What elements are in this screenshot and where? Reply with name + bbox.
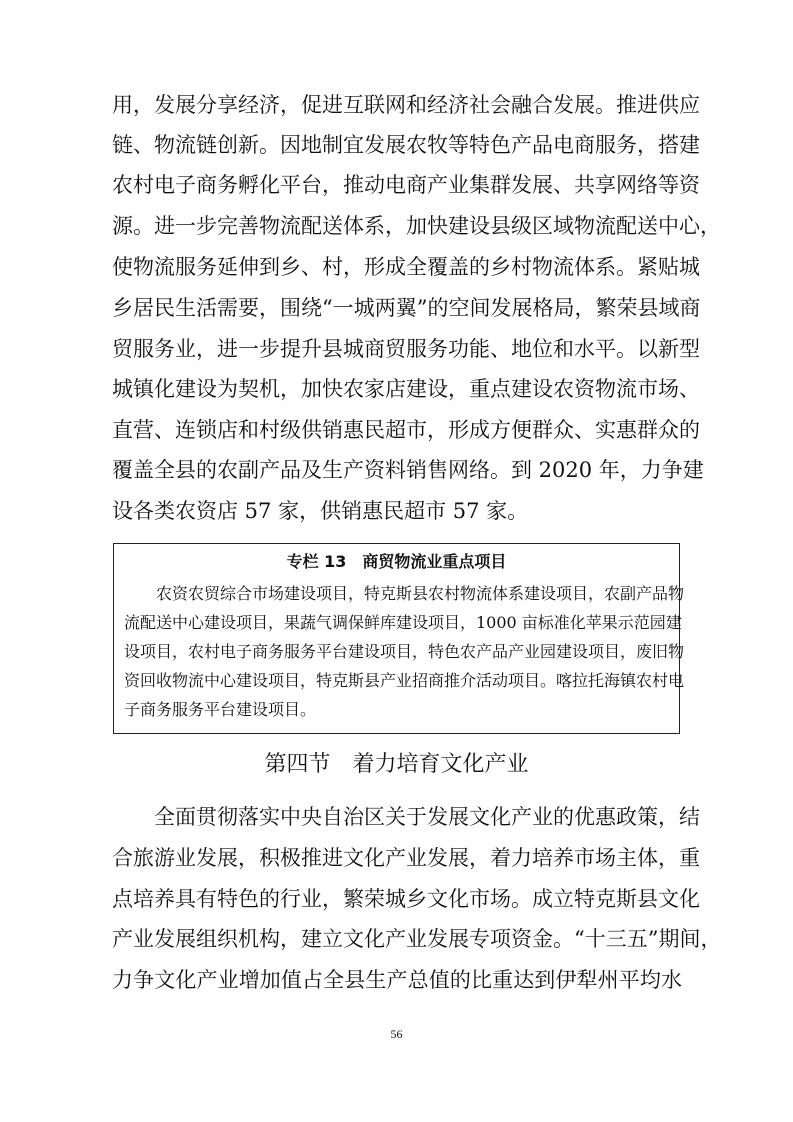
paragraph-line: 链、物流链创新。因地制宜发展农牧等特色产品电商服务，搭建 <box>112 133 700 157</box>
column-box-line: 资回收物流中心建设项目，特克斯县产业招商推介活动项目。喀拉托海镇农村电 <box>124 671 685 690</box>
column-box <box>113 543 685 734</box>
paragraph-line: 源。进一步完善物流配送体系，加快建设县级区域物流配送中心， <box>112 214 721 238</box>
paragraph-line: 农村电子商务孵化平台，推动电商产业集群发展、共享网络等资 <box>112 173 700 197</box>
paragraph-line: 全面贯彻落实中央自治区关于发展文化产业的优惠政策，结 <box>154 805 700 829</box>
page-number: 56 <box>390 1027 403 1041</box>
section-heading: 第四节 着力培育文化产业 <box>264 752 529 777</box>
paragraph-line: 乡居民生活需要，围绕“一城两翼”的空间发展格局，繁荣县域商 <box>112 296 701 320</box>
paragraph-line: 使物流服务延伸到乡、村，形成全覆盖的乡村物流体系。紧贴城 <box>112 255 700 279</box>
paragraph-line: 贸服务业，进一步提升县城商贸服务功能、地位和水平。以新型 <box>112 337 700 361</box>
column-box-line: 设项目，农村电子商务服务平台建设项目，特色农产品产业园建设项目，废旧物 <box>124 642 685 661</box>
paragraph-line: 城镇化建设为契机，加快农家店建设，重点建设农资物流市场、 <box>112 377 700 401</box>
paragraph-line: 点培养具有特色的行业，繁荣城乡文化市场。成立特克斯县文化 <box>112 887 700 911</box>
paragraph-line: 直营、连锁店和村级供销惠民超市，形成方便群众、实惠群众的 <box>112 418 700 442</box>
column-box-line: 农资农贸综合市场建设项目，特克斯县农村物流体系建设项目，农副产品物 <box>156 584 685 603</box>
paragraph-line: 覆盖全县的农副产品及生产资料销售网络。到 2020 年，力争建 <box>112 458 704 482</box>
paragraph-line: 设各类农资店 57 家，供销惠民超市 57 家。 <box>112 499 529 523</box>
column-box-title: 专栏 13 商贸物流业重点项目 <box>286 552 507 571</box>
column-box-line: 流配送中心建设项目，果蔬气调保鲜库建设项目，1000 亩标准化苹果示范园建 <box>124 613 682 632</box>
paragraph-line: 合旅游业发展，积极推进文化产业发展，着力培养市场主体，重 <box>112 846 700 870</box>
paragraph-line: 力争文化产业增加值占全县生产总值的比重达到伊犁州平均水 <box>112 968 682 992</box>
paragraph-line: 产业发展组织机构，建立文化产业发展专项资金。“十三五”期间， <box>112 927 722 951</box>
paragraph-line: 用，发展分享经济，促进互联网和经济社会融合发展。推进供应 <box>112 93 700 117</box>
column-box-line: 子商务服务平台建设项目。 <box>124 700 317 719</box>
